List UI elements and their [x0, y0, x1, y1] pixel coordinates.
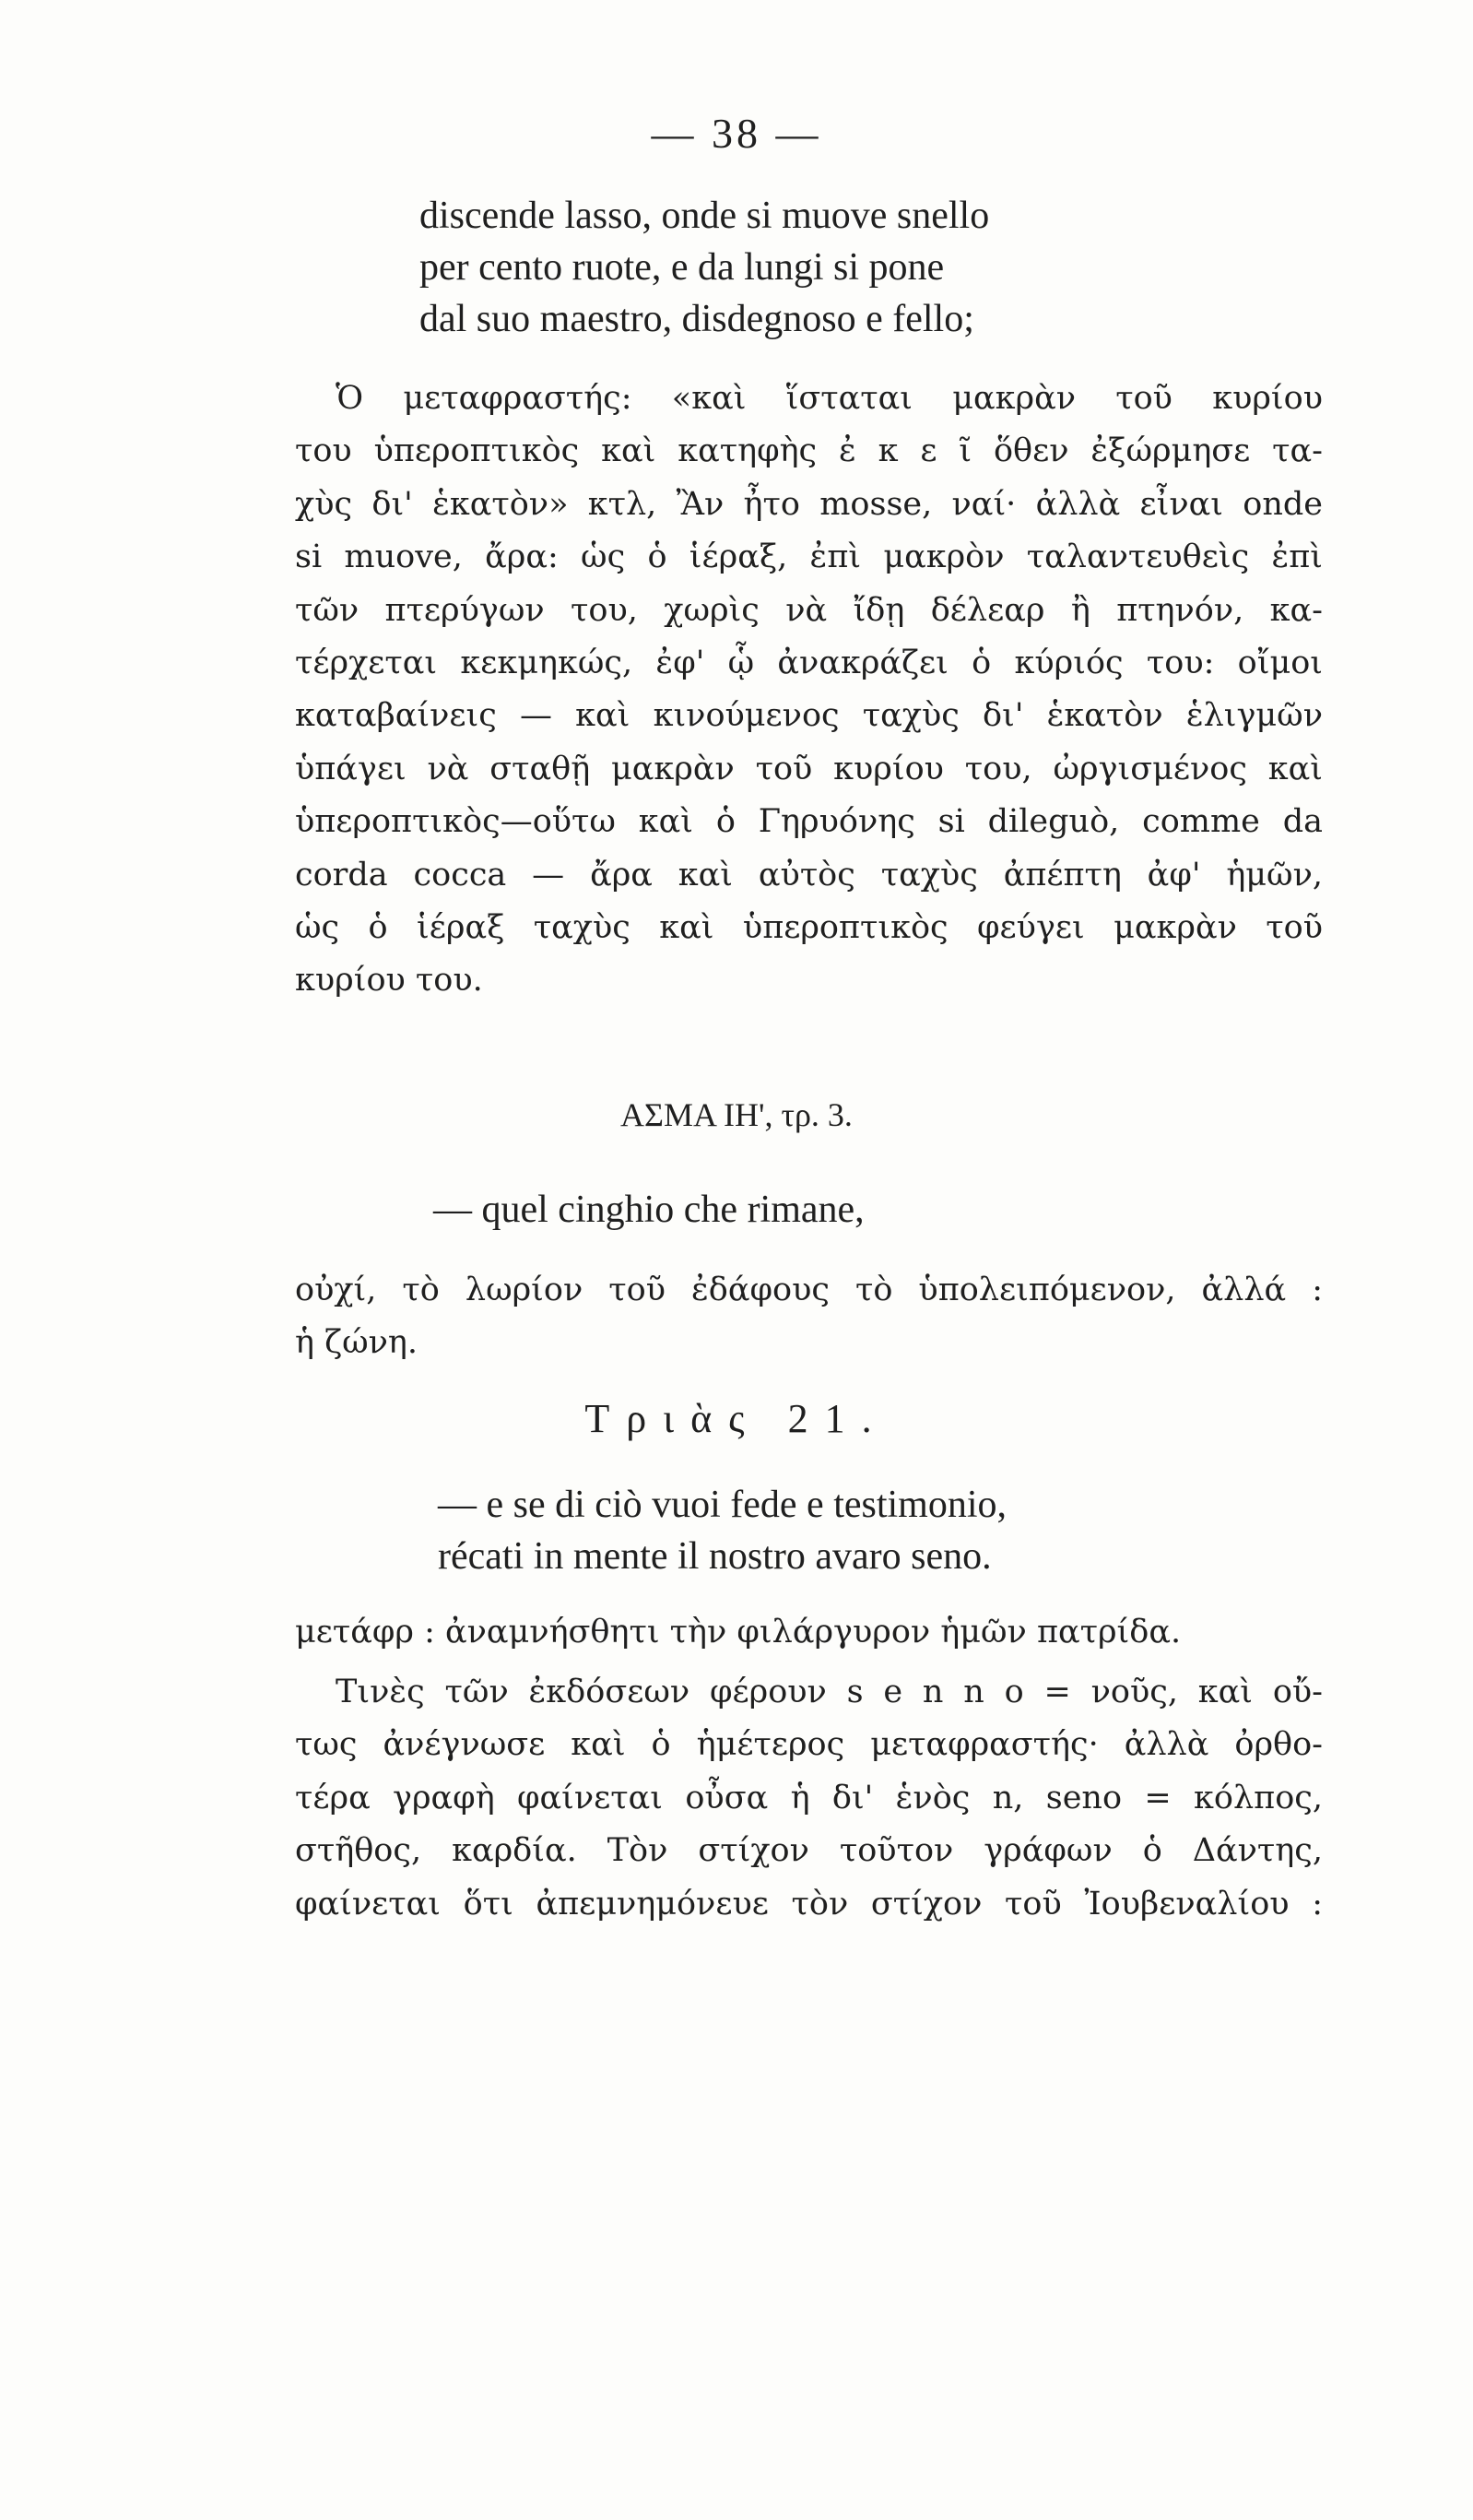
text-line: τῶν πτερύγων του, χωρὶς νὰ ἴδῃ δέλεαρ ἢ πτηνόν, κα- — [295, 591, 1323, 629]
text-line: Τινὲς τῶν ἐκδόσεων φέρουν s e n n o = νοῦς, καὶ οὔ- — [336, 1674, 1323, 1710]
text-line: οὐχί, τὸ λωρίον τοῦ ἐδάφους τὸ ὑπολειπόμενον, ἀλλά : — [295, 1272, 1323, 1308]
text-line: corda cocca — ἄρα καὶ αὐτὸς ταχὺς ἀπέπτη ἀφ' ἡμῶν, — [295, 856, 1323, 893]
text-line: ὑπάγει νὰ σταθῇ μακρὰν τοῦ κυρίου του, ὠργισμένος καὶ — [295, 750, 1323, 787]
text-line: φαίνεται ὅτι ἀπεμνημόνευε τὸν στίχον τοῦ Ἰουβεναλίου : — [295, 1885, 1323, 1923]
verse-line: discende lasso, onde si muove snello — [419, 195, 990, 237]
section-heading-1: ΑΣΜΑ ΙΗ', τρ. 3. — [620, 1096, 853, 1133]
text-line: μετάφρ : ἀναμνήσθητι τὴν φιλάργυρον ἡμῶν πατρίδα. — [295, 1614, 1182, 1650]
commentary-paragraph-4 — [295, 1666, 1323, 1931]
page-number: — 38 — — [651, 110, 822, 157]
text-line: του ὑπεροπτικὸς καὶ κατηφὴς ἐ κ ε ῖ ὅθεν ἐξώρμησε τα- — [295, 432, 1323, 470]
text-line: si muove, ἄρα: ὡς ὁ ἱέραξ, ἐπὶ μακρὸν ταλαντευθεὶς ἐπὶ — [295, 538, 1323, 576]
verse-line: — e se di ciò vuoi fede e testimonio, — [438, 1484, 1008, 1526]
text-line: τέρα γραφὴ φαίνεται οὖσα ἡ δι' ἑνὸς n, seno = κόλπος, — [295, 1779, 1323, 1816]
verse-line: dal suo maestro, disdegnoso e fello; — [419, 298, 974, 340]
text-line: καταβαίνεις — καὶ κινούμενος ταχὺς δι' ἑκατὸν ἑλιγμῶν — [295, 697, 1323, 735]
text-line: ὡς ὁ ἱέραξ ταχὺς καὶ ὑπεροπτικὸς φεύγει μακρὰν τοῦ — [295, 908, 1323, 946]
verse-line: récati in mente il nostro avaro seno. — [438, 1535, 992, 1578]
text-line: τως ἀνέγνωσε καὶ ὁ ἡμέτερος μεταφραστής· ἀλλὰ ὀρθο- — [295, 1726, 1323, 1764]
verse-block-1 — [419, 190, 989, 345]
verse-line: — quel cinghio che rimane, — [433, 1189, 865, 1231]
text-line: χὺς δι' ἑκατὸν» κτλ, Ἂν ἦτο mosse, ναί· ἀλλὰ εἶναι onde — [295, 485, 1323, 523]
text-line: ἡ ζώνη. — [295, 1324, 418, 1362]
text-line: κυρίου του. — [295, 962, 483, 1000]
verse-line: per cento ruote, e da lungi si pone — [419, 246, 945, 289]
commentary-paragraph-1 — [295, 373, 1323, 1008]
text-line: ὑπεροπτικὸς—οὕτω καὶ ὁ Γηρυόνης si dileguò, comme da — [295, 803, 1323, 841]
commentary-paragraph-3 — [295, 1606, 1323, 1659]
commentary-paragraph-2 — [295, 1264, 1323, 1370]
text-line: στῆθος, καρδία. Τὸν στίχον τοῦτον γράφων ὁ Δάντης, — [295, 1832, 1323, 1870]
text-line: Ὁ μεταφραστής: «καὶ ἵσταται μακρὰν τοῦ κυρίου — [336, 380, 1323, 417]
text-line: τέρχεται κεκμηκώς, ἐφ' ᾧ ἀνακράζει ὁ κύριός του: οἴμοι — [295, 644, 1323, 681]
verse-block-3 — [438, 1479, 1007, 1582]
section-heading-2: Τριὰς 21. — [584, 1396, 889, 1441]
verse-block-2 — [433, 1184, 865, 1236]
